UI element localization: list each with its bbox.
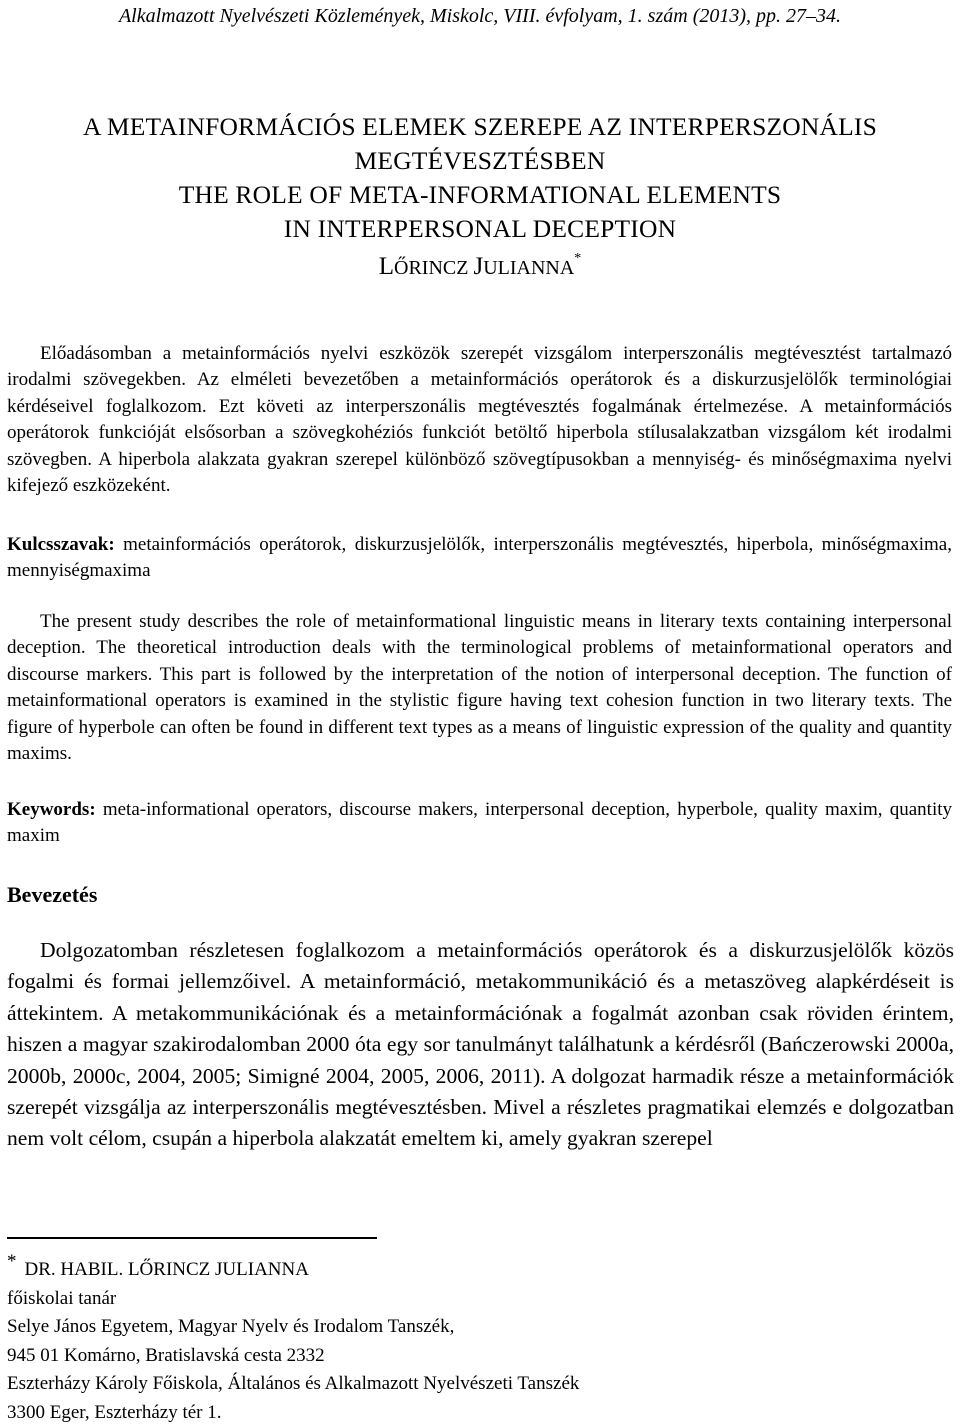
- abstract-english-text: The present study describes the role of metainformational linguistic means in literary texts containing interpersonal deception. The theoretical introduction deals with the terminological problems of metainformational operators and discourse markers. This part is followed by the interpretation of the notion of interpersonal deception. The function of metainformational operators is examined in the stylistic figure having text cohesion function in two literary texts. The figure of hyperbole can often be found in different text types as a means of linguistic expression of the quality and quantity maxims.: [7, 611, 952, 764]
- abstract-english: [7, 609, 952, 767]
- footnote-marker: *: [7, 1251, 17, 1272]
- paper-title: [0, 110, 960, 246]
- footnote-address-1: 945 01 Komárno, Bratislavská cesta 2332: [7, 1342, 947, 1371]
- section-heading: Bevezetés: [7, 880, 97, 910]
- keywords-english: [7, 797, 952, 850]
- author-first-rest: ŐRINCZ: [394, 257, 468, 279]
- keywords-hungarian: [7, 532, 952, 585]
- title-en-line-1: THE ROLE OF META-INFORMATIONAL ELEMENTS: [0, 178, 960, 212]
- journal-header: Alkalmazott Nyelvészeti Közlemények, Miskolc, VIII. évfolyam, 1. szám (2013), pp. 27–34.: [0, 4, 960, 28]
- footnote-name: DR. HABIL. LŐRINCZ JULIANNA: [25, 1259, 309, 1280]
- author-second-initial: J: [473, 253, 483, 280]
- title-en-line-2: IN INTERPERSONAL DECEPTION: [0, 212, 960, 246]
- footnote-affiliation-2: Eszterházy Károly Főiskola, Általános és Alkalmazott Nyelvészeti Tanszék: [7, 1370, 947, 1399]
- intro-paragraph: [7, 935, 954, 1155]
- author-second-rest: ULIANNA: [483, 257, 574, 279]
- footnote: [7, 1256, 947, 1427]
- keywords-english-text: meta-informational operators, discourse makers, interpersonal deception, hyperbole, quality maxim, quantity maxim: [7, 799, 952, 846]
- abstract-hungarian: [7, 341, 952, 499]
- footnote-address-2: 3300 Eger, Eszterházy tér 1.: [7, 1399, 947, 1427]
- keywords-english-label: Keywords:: [7, 799, 96, 820]
- intro-paragraph-text: Dolgozatomban részletesen foglalkozom a metainformációs operátorok és a diskurzusjelölők közös fogalmi és formai jellemzőivel. A metainformáció, metakommunikáció és a metaszöveg alapkérdéseit is áttekintem. A metakommunikációnak és a metainformációnak a fogalmát azonban csak röviden érintem, hiszen a magyar szakirodalomban 2000 óta egy sor tanulmányt találhatunk a kérdésről (Bańczerowski 2000a, 2000b, 2000c, 2004, 2005; Simigné 2004, 2005, 2006, 2011). A dolgozat harmadik része a metainformációk szerepét vizsgálja az interperszonális megtévesztésben. Mivel a részletes pragmatikai elemzés e dolgozatban nem volt célom, csupán a hiperbola alakzatát emeltem ki, amely gyakran szerepel: [7, 938, 954, 1150]
- title-hu-line-1: A METAINFORMÁCIÓS ELEMEK SZEREPE AZ INTERPERSZONÁLIS: [0, 110, 960, 144]
- footnote-name-line: [7, 1256, 947, 1285]
- footnote-divider: [7, 1237, 377, 1239]
- author-first-initial: L: [379, 253, 394, 280]
- footnote-position: főiskolai tanár: [7, 1285, 947, 1314]
- abstract-hungarian-text: Előadásomban a metainformációs nyelvi eszközök szerepét vizsgálom interperszonális megtévesztést tartalmazó irodalmi szövegekben. Az elméleti bevezetőben a metainformációs operátorok és a diskurzusjelölők terminológiai kérdéseivel foglalkozom. Ezt követi az interperszonális megtévesztés fogalmának értelmezése. A metainformációs operátorok funkcióját elsősorban a szövegkohéziós funkciót betöltő hiperbola stílusalakzatban vizsgálom két irodalmi szövegben. A hiperbola alakzata gyakran szerepel különböző szövegtípusokban a mennyiség- és minőségmaxima nyelvi kifejező eszközeként.: [7, 343, 952, 496]
- title-hu-line-2: MEGTÉVESZTÉSBEN: [0, 144, 960, 178]
- author-name: [0, 252, 960, 283]
- footnote-affiliation-1: Selye János Egyetem, Magyar Nyelv és Irodalom Tanszék,: [7, 1313, 947, 1342]
- author-footnote-marker: *: [574, 251, 581, 266]
- keywords-hungarian-label: Kulcsszavak:: [7, 534, 115, 555]
- keywords-hungarian-text: metainformációs operátorok, diskurzusjelölők, interperszonális megtévesztés, hiperbola, minőségmaxima, mennyiségmaxima: [7, 534, 952, 581]
